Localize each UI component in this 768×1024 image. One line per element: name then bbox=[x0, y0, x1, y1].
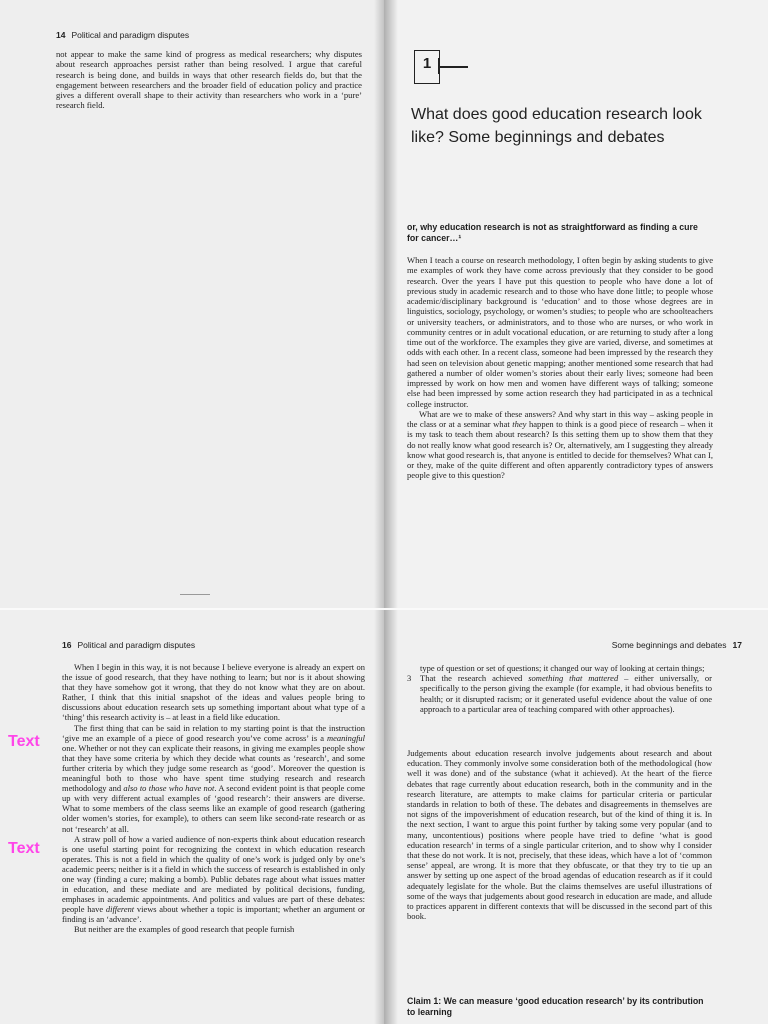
running-head-title: Some beginnings and debates bbox=[611, 640, 727, 650]
page-number: 16 bbox=[62, 640, 72, 650]
running-head bbox=[612, 640, 742, 650]
text-run: That the research achieved bbox=[420, 673, 529, 684]
page-gutter-shadow bbox=[374, 0, 384, 610]
text-region-label: Text bbox=[8, 733, 40, 750]
paragraph: When I begin in this way, it is not because I believe everyone is already an expert on the issue of good research, that they have nothing to learn; but nor is it about showing that they have somehow got it wrong, that they do not know what they are on about. Rather, I think that this initial snapshot of the ideas and values people bring to discussions about education research sets up something important about what type of a ‘thing’ this research activity is – at least in a field like education. bbox=[62, 662, 365, 723]
paragraph: But neither are the examples of good research that people furnish bbox=[74, 924, 295, 935]
chapter-mark-line bbox=[438, 66, 468, 68]
paragraph: Judgements about education research involve judgements about research and about education. They commonly involve some consideration both of the methodological (how well it was done) and of the substance (what it achieved). At the heart of the fierce debates that rage currently about education research, both in the community and in the research literature, are attempts to make claims for particular criteria or particular standards in relation to both of these. The debates and disagreements in themselves are not signs of the impoverishment of education research, but of the kind of thing it is. In the next section, I want to argue this point further by taking some very popular (and to many, uncontentious) positions where people have tried to define ‘what is good education research’ in terms of a single particular criterion, and to show why I consider that these do not work. It is not, precisely, that these ideas, which have a lot of ‘common sense’ appeal, are wrong. It is more that they obfuscate, or that they try to tie up an answer by setting up one aspect of the broad agendas of education research as if it could adequately legislate for the whole. But the claims themselves are useful illustrations of some of the ways that judgements about good research in education are made, and allude to practices apparent in different contexts that will be discussed in the second part of this book. bbox=[407, 748, 712, 922]
chapter-title: What does good education research look like? Some beginnings and debates bbox=[411, 106, 702, 146]
page-gutter-shadow bbox=[384, 610, 398, 1024]
emphasis: also to those who have not bbox=[123, 783, 215, 794]
body-text bbox=[407, 748, 712, 921]
chapter-number: 1 bbox=[422, 55, 432, 72]
paragraph bbox=[62, 723, 365, 834]
list-item bbox=[407, 663, 712, 673]
emphasis: different bbox=[105, 904, 135, 915]
emphasis: something that mattered bbox=[528, 673, 619, 684]
body-text bbox=[62, 662, 365, 935]
running-head-title: Political and paradigm disputes bbox=[71, 30, 190, 40]
paragraph bbox=[62, 834, 365, 925]
paragraph: not appear to make the same kind of progress as medical researchers; why disputes about research approaches persist rather than being resolved. I argue that careful research is being done, and builds in ways that other research fields do, but that the engagement between researchers and the broader field of education policy and practice gives a different overall shape to their activity than researchers who work in a ‘pure’ research field. bbox=[56, 49, 362, 111]
page-14 bbox=[0, 0, 384, 610]
text-run: one. Whether or not they can explicate their reasons, in giving me examples people show that they have some criteria by which they decide what counts as ‘research’, and some further criteria by which they judge some research as ‘good’. Moreover the question is meaningful both to those who have spent time studying research and research methodology and bbox=[62, 742, 365, 794]
text-run: A straw poll of how a varied audience of non-experts think about education research is one useful starting point for recognizing the context in which education research operates. This is not a field in which the quality of one’s work is judged only by one’s academic peers; neither is it a field in which the success of research is established in only one way (finding a cure; making a bomb). Public debates rage about what issues matter in education, and these mediate and are mediated by political decisions, funding, emphases in academic appointments. And politics and values are part of these debates: people have bbox=[62, 833, 365, 915]
paragraph bbox=[407, 409, 713, 481]
running-head-title: Political and paradigm disputes bbox=[77, 640, 196, 650]
text-run: happen to think is a good piece of research – when it is my task to teach them about research? Is this setting them up to show them that they do not really know what good research is? Or, alternatively, am I suggesting they already know what good research is, that anyone is entitled to decide for themselves? What can I, or they, make of the quite different and often apparently contradictory types of answers people give to this question? bbox=[407, 419, 713, 481]
section-heading: Claim 1: We can measure ‘good education research’ by its contribution to learning bbox=[407, 996, 704, 1017]
list-number: 3 bbox=[407, 673, 412, 684]
text-run: . A second evident point is that people come up with very different actual examples of ‘good research’: their answers are diverse. What to some members of the class seems like an example of good research (gathering older women’s stories, for example), to others can seem like second-rate research or as not ‘research’ at all. bbox=[62, 783, 366, 834]
chapter-subtitle: or, why education research is not as straightforward as finding a cure for cancer…¹ bbox=[407, 222, 698, 243]
list-item bbox=[407, 673, 712, 714]
numbered-list bbox=[407, 663, 712, 714]
page-number: 17 bbox=[732, 640, 742, 650]
chapter-number-box bbox=[414, 50, 440, 84]
emphasis: meaningful bbox=[327, 732, 365, 743]
divider bbox=[180, 594, 210, 595]
text-run: – either universally, or specifically to the person giving the example (for example, it had obvious benefits to health; or it disrupted racism; or it generated useful evidence about the value of one approach to a particular area of teaching compared with other approaches). bbox=[420, 673, 712, 714]
text-run: The first thing that can be said in relation to my starting point is that the instruction ‘give me an example of a piece of good research you’ve come across’ is a bbox=[62, 722, 365, 743]
page-16 bbox=[0, 610, 384, 1024]
paragraph: When I teach a course on research methodology, I often begin by asking students to give me examples of work they have come across previously that they consider to be good research. Over the years I have put this question to people who have done a lot of previous study in academic research and to those who have done little; to people whose academic/disciplinary background is ‘education’ and to those whose degrees are in linguistics, sociology, psychology, or women’s studies; to people who are schoolteachers or university teachers, or administrators, and to those who are nurses, or who work in community centres or in adult vocational education, or are returning to study after a long time out of the workforce. The examples they give are varied, diverse, and sometimes at odds with each other. In a recent class, someone had been impressed by the research they had seen on television about genetic mapping; another mentioned some research that had gathered a number of older women’s stories about their early lives; someone had been impressed by work on how men and women have different ways of talking; someone else had been impressed by some action research they had participated in as a technical college instructor. bbox=[407, 255, 713, 409]
running-head bbox=[56, 30, 189, 40]
body-text bbox=[56, 49, 362, 111]
text-region-label: Text bbox=[8, 840, 40, 857]
running-head bbox=[62, 640, 195, 650]
page-number: 14 bbox=[56, 30, 66, 40]
list-item-text: type of question or set of questions; it changed our way of looking at certain things; bbox=[420, 663, 705, 673]
text-run: What are we to make of these answers? And why start in this way – asking people in the class or at a seminar what bbox=[407, 408, 713, 429]
page-gutter-shadow bbox=[374, 610, 384, 1024]
text-run: views about whether a topic is important; whether an argument or finding is an ‘advance’. bbox=[62, 904, 365, 925]
emphasis: they bbox=[512, 419, 527, 429]
body-text bbox=[407, 255, 713, 481]
page-gutter-shadow bbox=[384, 0, 398, 610]
